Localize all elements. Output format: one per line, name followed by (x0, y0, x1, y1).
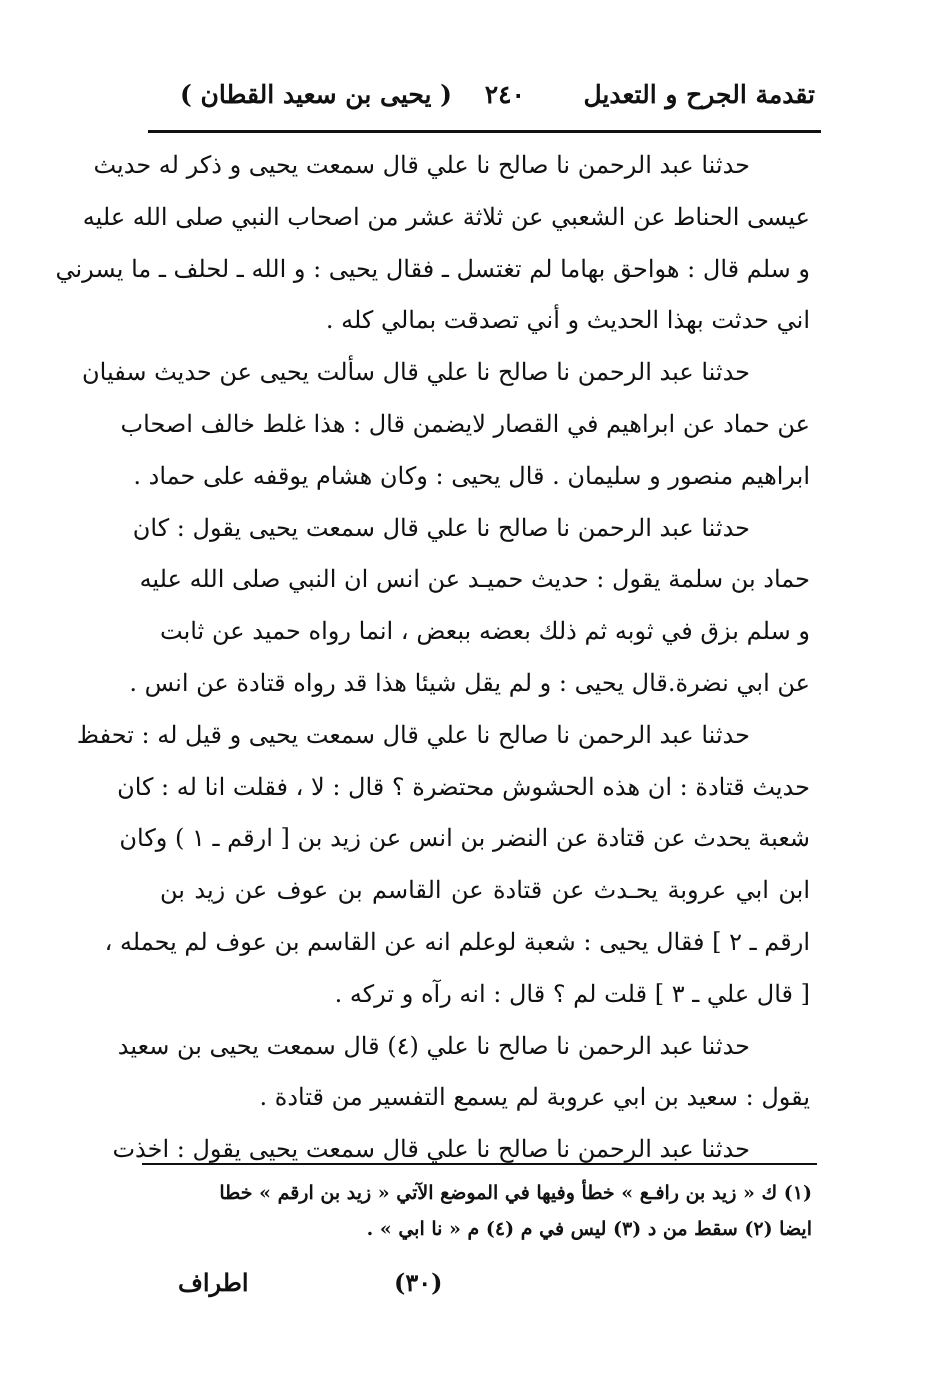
text-line: حدثنا عبد الرحمن نا صالح نا علي قال سمعت يحيى يقول : اخذت (112, 1135, 750, 1164)
section-title: ( يحيى بن سعيد القطان ) (180, 80, 453, 109)
text-line: ابراهيم منصور و سليمان . قال يحيى : وكان هشام يوقفه على حماد . (133, 461, 810, 490)
text-line: عن ابي نضرة.قال يحيى : و لم يقل شيئا هذا قد رواه قتادة عن انس . (129, 668, 810, 697)
text-line: اني حدثت بهذا الحديث و أني تصدقت بمالي كله . (325, 306, 810, 335)
signature-mark: (٣٠) (394, 1268, 443, 1297)
text-line: [ قال علي ـ ٣ ] قلت لم ؟ قال : انه رآه و تركه . (334, 979, 810, 1008)
text-line: و سلم قال : هواحق بهاما لم تغتسل ـ فقال يحيى : و الله ـ لحلف ـ ما يسرني (55, 254, 810, 283)
text-line: عيسى الحناط عن الشعبي عن ثلاثة عشر من اصحاب النبي صلى الله عليه (82, 202, 810, 231)
text-line: ارقم ـ ٢ ] فقال يحيى : شعبة لوعلم انه عن القاسم بن عوف لم يحمله ، (104, 927, 810, 956)
text-line: حديث قتادة : ان هذه الحشوش محتضرة ؟ قال : لا ، فقلت انا له : كان (117, 772, 810, 801)
text-line: حدثنا عبد الرحمن نا صالح نا علي قال سمعت يحيى يقول : كان (132, 513, 750, 542)
text-line: يقول : سعيد بن ابي عروبة لم يسمع التفسير من قتادة . (259, 1083, 810, 1112)
page-number: ٢٤٠ (484, 80, 525, 109)
text-line: حماد بن سلمة يقول : حديث حميـد عن انس ان النبي صلى الله عليه (139, 565, 810, 594)
text-line: حدثنا عبد الرحمن نا صالح نا علي (٤) قال سمعت يحيى بن سعيد (117, 1031, 750, 1060)
text-line: حدثنا عبد الرحمن نا صالح نا علي قال سمعت يحيى و ذكر له حديث (93, 151, 750, 179)
footnote-line: ايضا (٢) سقط من د (٣) ليس في م (٤) م « نا ابي » . (366, 1218, 812, 1240)
text-line: شعبة يحدث عن قتادة عن النضر بن انس عن زيد بن [ ارقم ـ ١ ) وكان (119, 824, 810, 853)
text-line: حدثنا عبد الرحمن نا صالح نا علي قال سمعت يحيى و قيل له : تحفظ (76, 720, 750, 749)
text-line: و سلم بزق في ثوبه ثم ذلك بعضه ببعض ، انما رواه حميد عن ثابت (160, 617, 810, 646)
footnotes (150, 1175, 812, 1247)
text-line: حدثنا عبد الرحمن نا صالح نا علي قال سألت يحيى عن حديث سفيان (82, 358, 750, 387)
book-title: تقدمة الجرح و التعديل (583, 80, 815, 109)
footnote-rule (142, 1163, 817, 1165)
text-line: عن حماد عن ابراهيم في القصار لايضمن قال : هذا غلط خالف اصحاب (120, 409, 810, 438)
catchword: اطراف (178, 1268, 249, 1297)
footnote-line: (١) ك « زيد بن رافـع » خطأ وفيها في الموضع الآتي « زيد بن ارقم » خطا (219, 1182, 812, 1204)
main-text (55, 140, 810, 1176)
header-rule (148, 130, 821, 133)
text-line: ابن ابي عروبة يحـدث عن قتادة عن القاسم بن عوف عن زيد بن (160, 876, 810, 905)
running-header (150, 80, 815, 124)
